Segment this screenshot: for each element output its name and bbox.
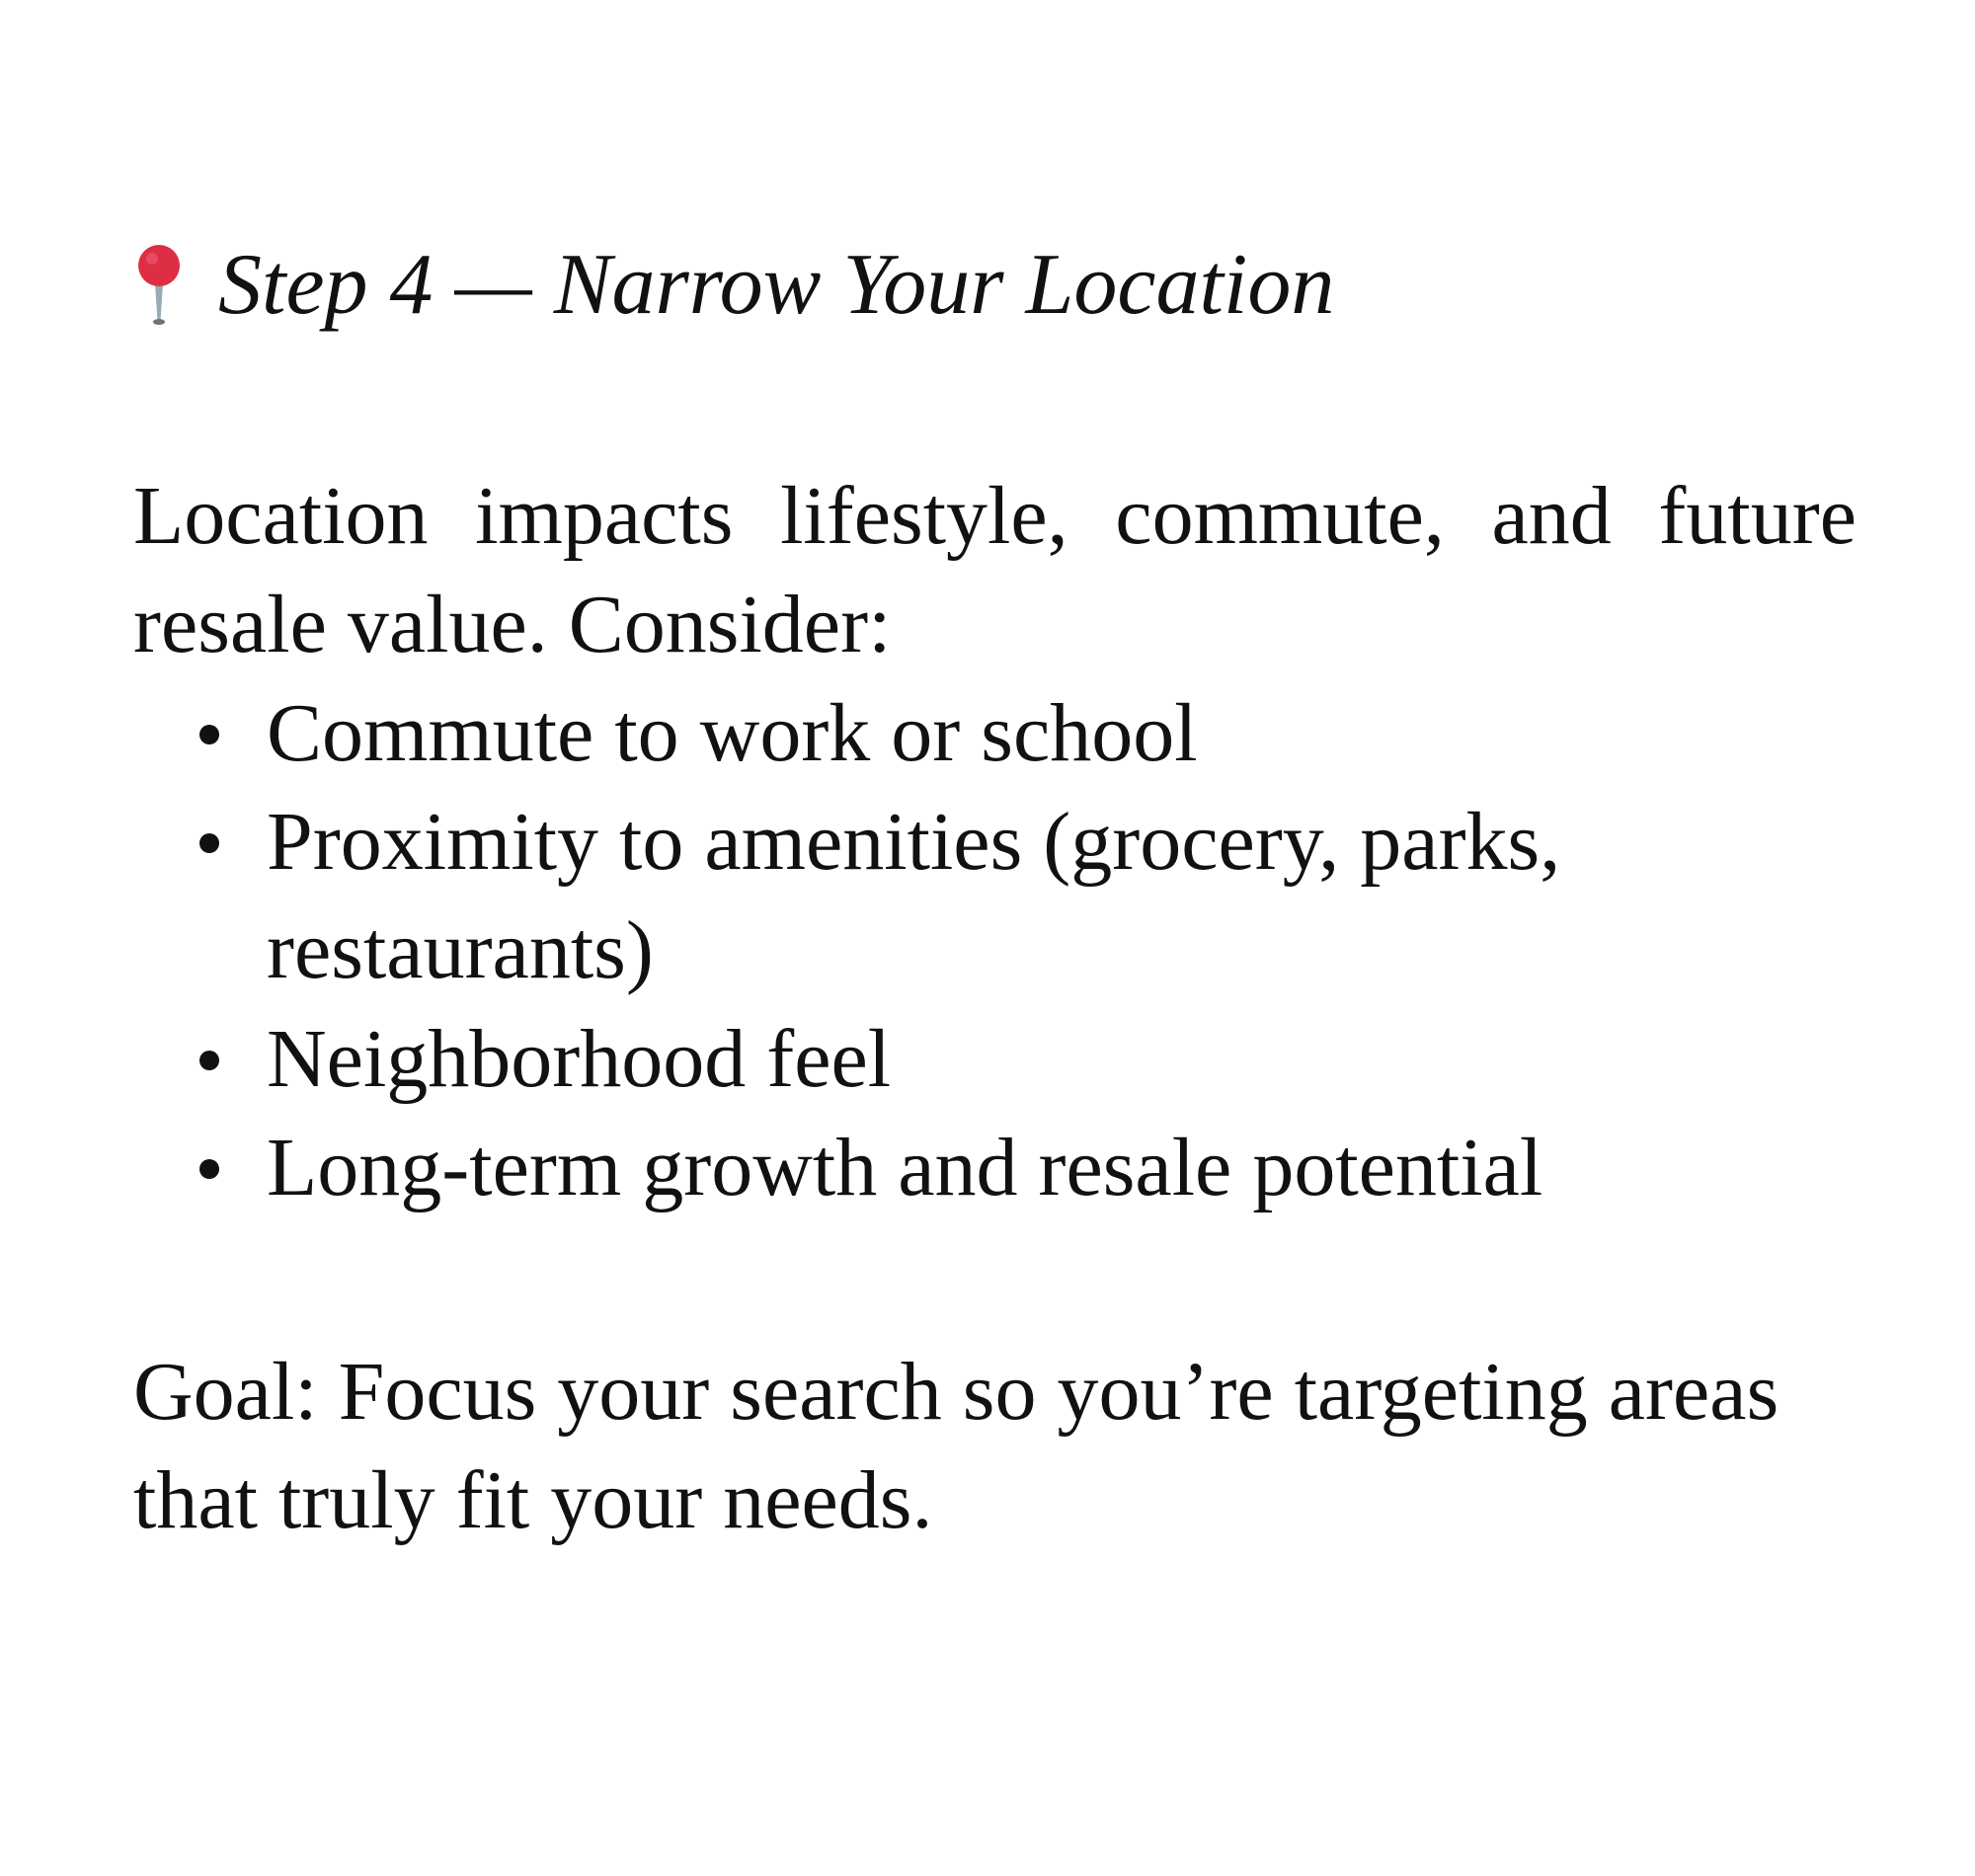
intro-paragraph: Location impacts lifestyle, commute, and future resale value. Consider: — [133, 470, 1856, 670]
list-item-label: Neighborhood feel — [267, 1013, 892, 1105]
bullet-icon — [199, 833, 219, 853]
list-item — [133, 679, 1856, 788]
round-pushpin-icon — [133, 244, 185, 327]
goal-paragraph: Goal: Focus your search so you’re targeting areas that truly fit your needs. — [133, 1346, 1779, 1546]
list-item-label: Long-term growth and resale potential — [267, 1122, 1543, 1213]
list-item — [133, 1114, 1856, 1222]
list-item — [133, 788, 1856, 1005]
list-item — [133, 1005, 1856, 1114]
list-item-label: Proximity to amenities (grocery, parks, restaurants) — [267, 796, 1561, 996]
section-title: Step 4 — Narrow Your Location — [218, 237, 1335, 333]
bullet-icon — [199, 1159, 219, 1179]
list-item-label: Commute to work or school — [267, 687, 1198, 779]
considerations-list — [133, 679, 1856, 1222]
section-heading — [133, 237, 1335, 333]
bullet-icon — [199, 1051, 219, 1070]
bullet-icon — [199, 725, 219, 744]
